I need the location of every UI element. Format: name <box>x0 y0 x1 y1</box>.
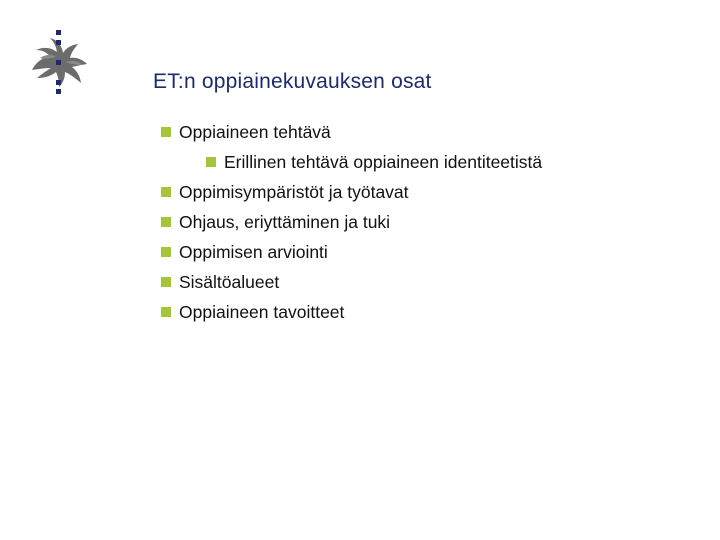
square-bullet-icon <box>161 247 171 257</box>
bullet-item <box>161 121 331 143</box>
bullet-item <box>161 241 328 263</box>
square-bullet-icon <box>161 307 171 317</box>
square-bullet-icon <box>161 277 171 287</box>
bullet-item <box>161 301 344 323</box>
sub-bullet-item <box>206 151 542 173</box>
square-bullet-icon <box>161 127 171 137</box>
bullet-text: Oppiaineen tehtävä <box>179 121 331 142</box>
square-bullet-icon <box>206 157 216 167</box>
bullet-text: Sisältöalueet <box>179 271 280 292</box>
bullet-item <box>161 271 279 293</box>
square-bullet-icon <box>161 187 171 197</box>
slide-title: ET:n oppiainekuvauksen osat <box>153 70 432 93</box>
bullet-item <box>161 211 390 233</box>
university-helsinki-logo-icon <box>26 28 90 96</box>
square-bullet-icon <box>161 217 171 227</box>
bullet-item <box>161 181 409 203</box>
bullet-text: Oppimisen arviointi <box>179 241 328 262</box>
bullet-text: Erillinen tehtävä oppiaineen identiteetistä <box>224 151 543 172</box>
bullet-text: Ohjaus, eriyttäminen ja tuki <box>179 211 391 232</box>
bullet-text: Oppiaineen tavoitteet <box>179 301 345 322</box>
bullet-text: Oppimisympäristöt ja työtavat <box>179 181 409 202</box>
